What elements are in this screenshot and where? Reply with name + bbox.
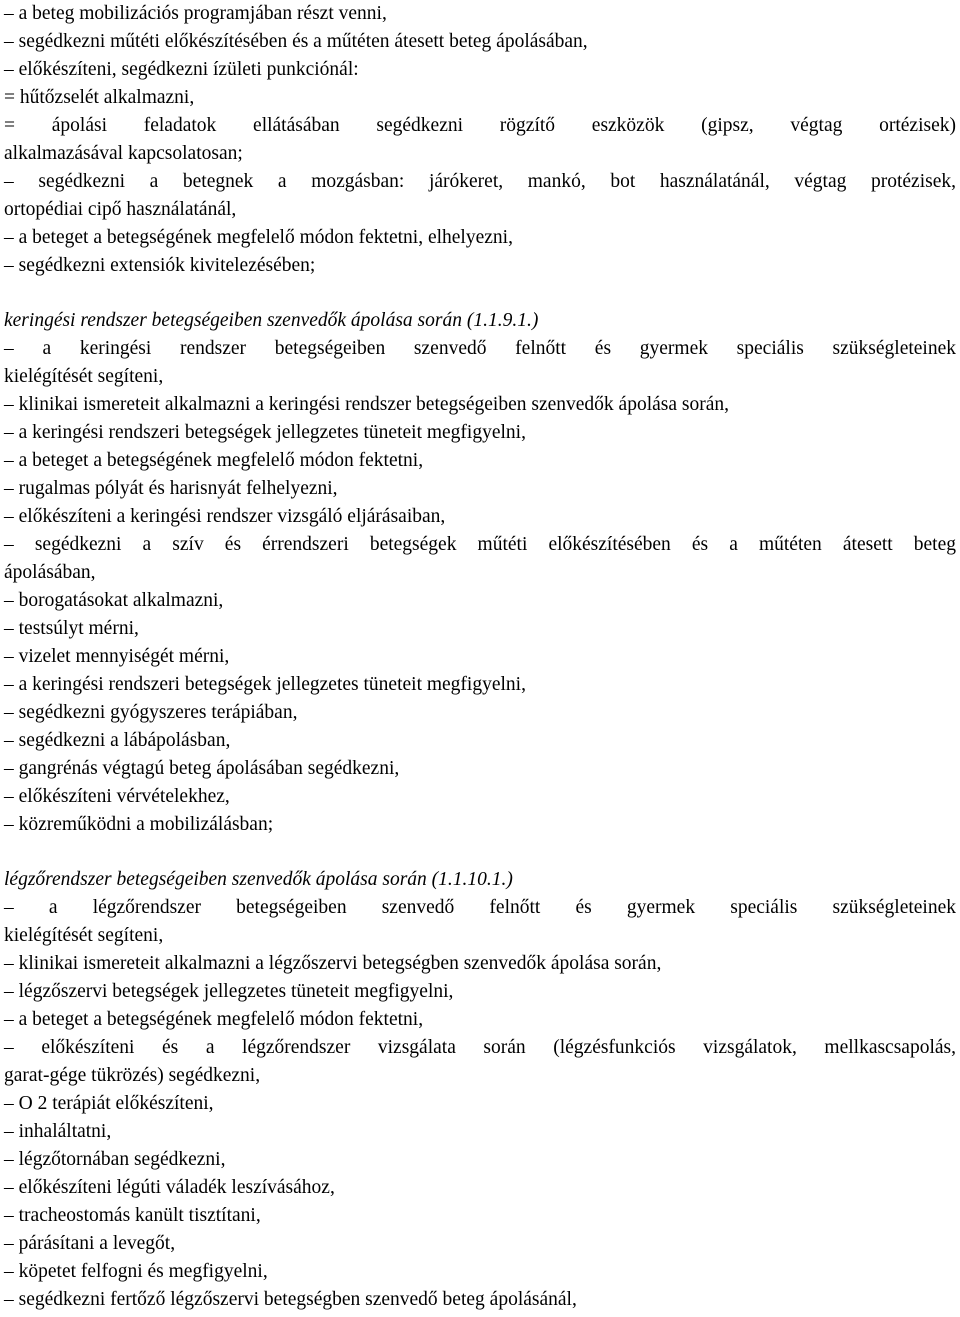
text-line: – a beteget a betegségének megfelelő módon fektetni, elhelyezni, xyxy=(4,227,513,248)
text-line: alkalmazásával kapcsolatosan; xyxy=(4,143,243,164)
text-line: – a keringési rendszeri betegségek jellegzetes tüneteit megfigyelni, xyxy=(4,422,526,443)
text-line: – előkészíteni és a légzőrendszer vizsgálata során (légzésfunkciós vizsgálatok, mellkascsapolás, xyxy=(4,1037,956,1058)
text-line: – inhaláltatni, xyxy=(4,1121,112,1142)
text-line: ápolásában, xyxy=(4,562,96,583)
text-line: – a beteget a betegségének megfelelő módon fektetni, xyxy=(4,450,424,471)
text-line: – légzőszervi betegségek jellegzetes tüneteit megfigyelni, xyxy=(4,981,454,1002)
section-heading: légzőrendszer betegségeiben szenvedők ápolása során (1.1.10.1.) xyxy=(4,869,513,890)
text-line: – segédkezni fertőző légzőszervi betegségben szenvedő beteg ápolásánál, xyxy=(4,1289,577,1310)
text-line: – a beteg mobilizációs programjában részt venni, xyxy=(4,3,387,24)
section-heading: keringési rendszer betegségeiben szenvedők ápolása során (1.1.9.1.) xyxy=(4,310,539,331)
text-line: = ápolási feladatok ellátásában segédkezni rögzítő eszközök (gipsz, végtag ortézisek) xyxy=(4,115,956,136)
text-line: – segédkezni a lábápolásban, xyxy=(4,730,231,751)
text-line: – segédkezni gyógyszeres terápiában, xyxy=(4,702,298,723)
text-line: – előkészíteni a keringési rendszer vizsgáló eljárásaiban, xyxy=(4,506,446,527)
text-line: – segédkezni extensiók kivitelezésében; xyxy=(4,255,316,276)
text-line: – klinikai ismereteit alkalmazni a légzőszervi betegségben szenvedők ápolása során, xyxy=(4,953,662,974)
text-line: kielégítését segíteni, xyxy=(4,925,164,946)
text-line: – párásítani a levegőt, xyxy=(4,1233,176,1254)
text-line: – gangrénás végtagú beteg ápolásában segédkezni, xyxy=(4,758,400,779)
text-line: – légzőtornában segédkezni, xyxy=(4,1149,226,1170)
text-line: – segédkezni a betegnek a mozgásban: járókeret, mankó, bot használatánál, végtag protézisek, xyxy=(4,171,956,192)
text-line: – a keringési rendszeri betegségek jellegzetes tüneteit megfigyelni, xyxy=(4,674,526,695)
text-line: – a légzőrendszer betegségeiben szenvedő felnőtt és gyermek speciális szükségleteinek xyxy=(4,897,956,918)
text-line: – közreműködni a mobilizálásban; xyxy=(4,814,274,835)
text-line: – a beteget a betegségének megfelelő módon fektetni, xyxy=(4,1009,424,1030)
text-line: kielégítését segíteni, xyxy=(4,366,164,387)
text-line: – köpetet felfogni és megfigyelni, xyxy=(4,1261,268,1282)
text-line: – testsúlyt mérni, xyxy=(4,618,139,639)
text-line: – a keringési rendszer betegségeiben szenvedő felnőtt és gyermek speciális szükségleteinek xyxy=(4,338,956,359)
text-line: – rugalmas pólyát és harisnyát felhelyezni, xyxy=(4,478,338,499)
text-line: – klinikai ismereteit alkalmazni a keringési rendszer betegségeiben szenvedők ápolása során, xyxy=(4,394,730,415)
text-line: – előkészíteni légúti váladék leszívásához, xyxy=(4,1177,335,1198)
text-line: – O 2 terápiát előkészíteni, xyxy=(4,1093,214,1114)
text-line: – borogatásokat alkalmazni, xyxy=(4,590,224,611)
text-line: – vizelet mennyiségét mérni, xyxy=(4,646,230,667)
text-line: = hűtőzselét alkalmazni, xyxy=(4,87,195,108)
text-line: – előkészíteni, segédkezni ízületi punkciónál: xyxy=(4,59,359,80)
text-line: garat-gége tükrözés) segédkezni, xyxy=(4,1065,261,1086)
text-line: – előkészíteni vérvételekhez, xyxy=(4,786,230,807)
text-line: – segédkezni műtéti előkészítésében és a műtéten átesett beteg ápolásában, xyxy=(4,31,588,52)
text-line: – segédkezni a szív és érrendszeri betegségek műtéti előkészítésében és a műtéten átesett beteg xyxy=(4,534,956,555)
text-line: – tracheostomás kanült tisztítani, xyxy=(4,1205,261,1226)
text-line: ortopédiai cipő használatánál, xyxy=(4,199,237,220)
